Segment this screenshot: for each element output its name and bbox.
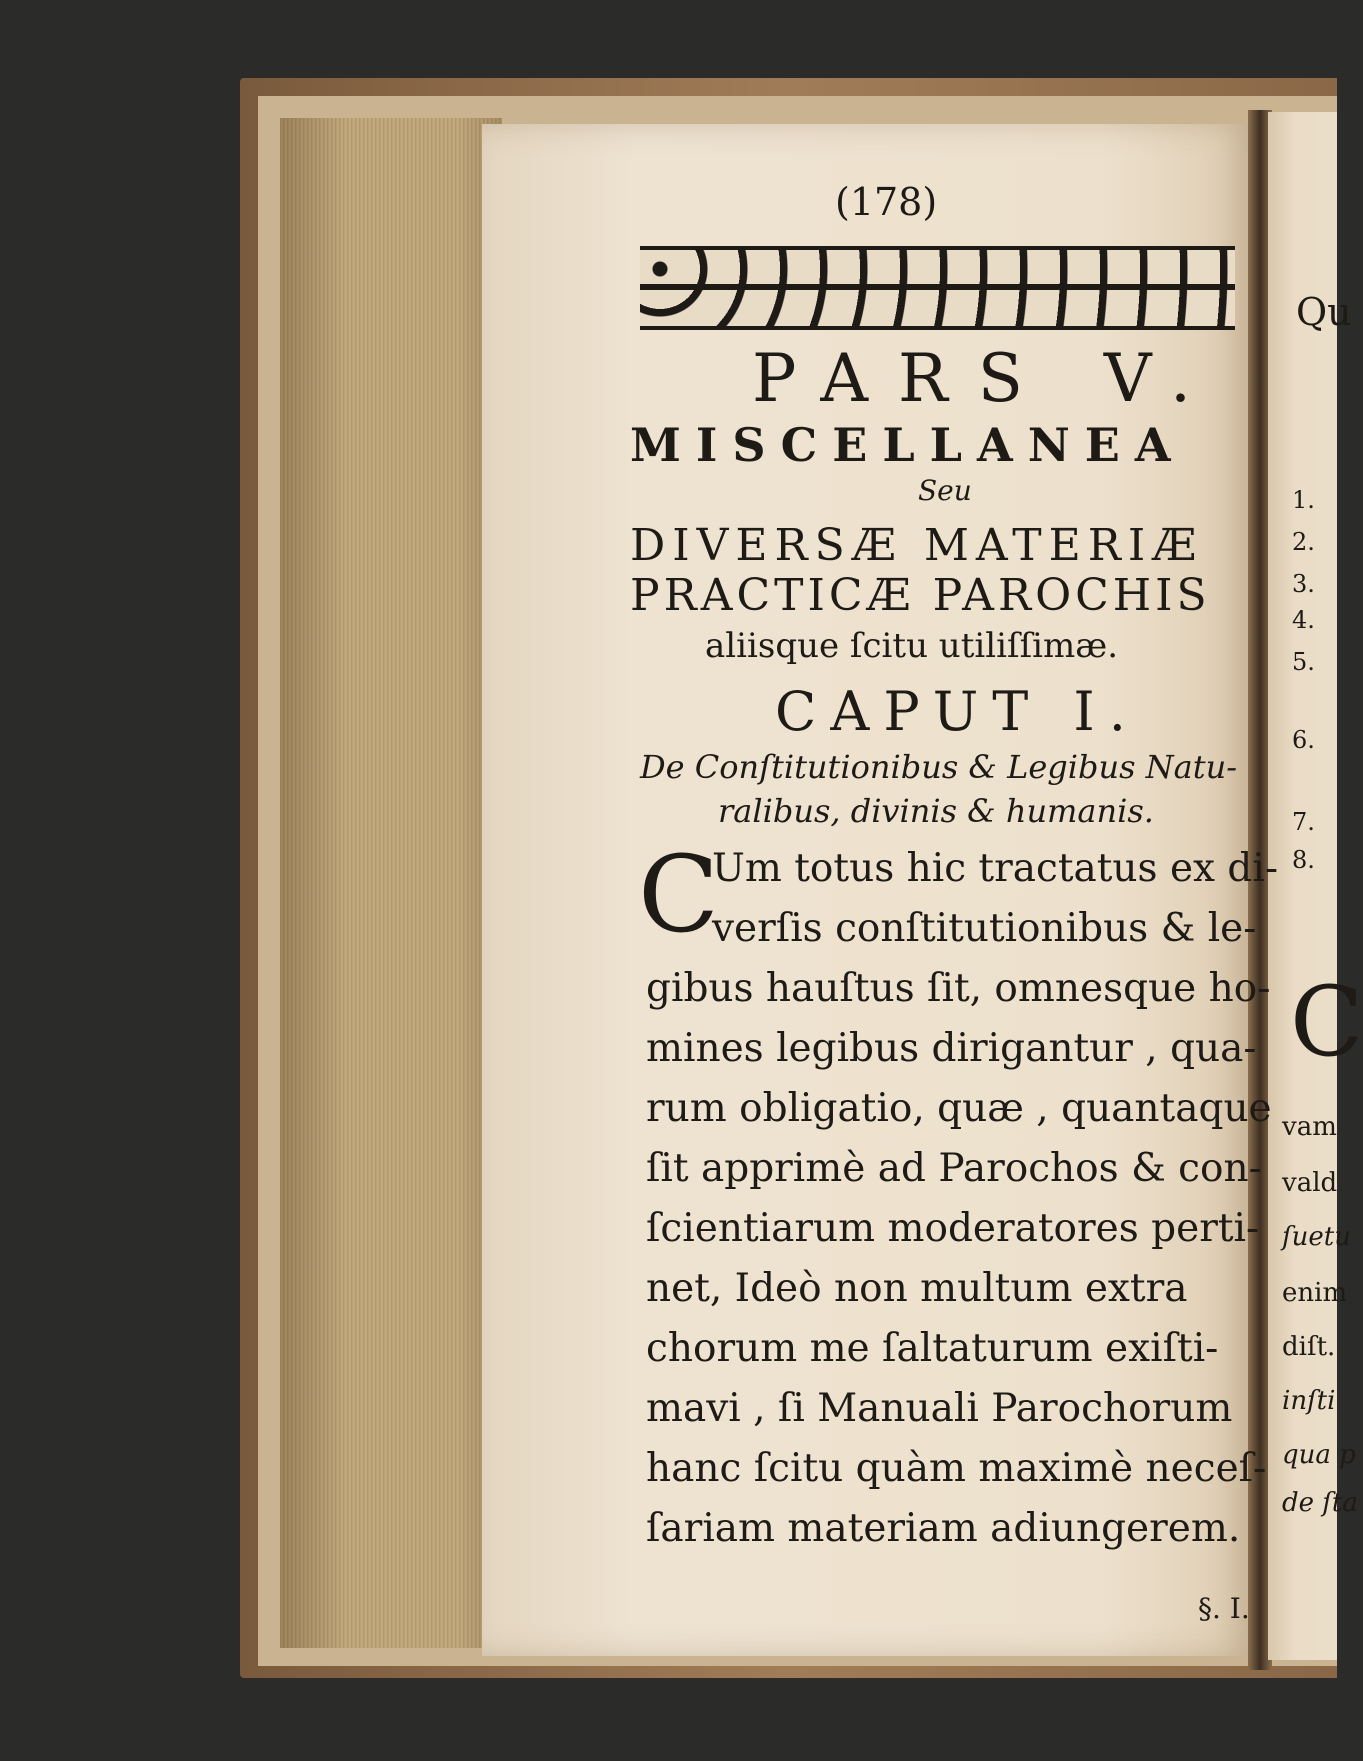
body-line-6: ſit apprimè ad Parochos & con- <box>646 1146 1262 1191</box>
facing-top-letters: Qu <box>1296 290 1352 334</box>
facing-word-8: de ſta <box>1282 1488 1358 1518</box>
facing-word-4: enim <box>1282 1278 1348 1308</box>
title-line-aliisque: aliisque ſcitu utiliſſimæ. <box>705 626 1119 666</box>
page-number: (178) <box>835 180 938 224</box>
facing-word-3: ſuetu <box>1282 1222 1351 1252</box>
body-line-8: net, Ideò non multum extra <box>646 1266 1188 1311</box>
title-line-diversae: DIVERSÆ MATERIÆ <box>630 520 1204 571</box>
facing-number-5: 5. <box>1292 648 1315 676</box>
drop-cap: C <box>638 833 720 956</box>
page-edges-shade <box>280 118 502 1648</box>
chapter-subtitle-line-2: ralibus, divinis & humanis. <box>718 792 1154 830</box>
chapter-heading: CAPUT I. <box>775 680 1140 743</box>
facing-number-2: 2. <box>1292 528 1315 556</box>
facing-word-7: qua p <box>1282 1440 1356 1470</box>
facing-number-4: 4. <box>1292 606 1315 634</box>
facing-drop-cap: C <box>1290 966 1363 1078</box>
facing-word-1: vam <box>1282 1112 1337 1142</box>
facing-number-1: 1. <box>1292 486 1315 514</box>
catchword: §. I. <box>1198 1592 1250 1625</box>
miscellanea-heading: MISCELLANEA <box>630 418 1186 472</box>
body-line-10: mavi , ſi Manuali Parochorum <box>646 1386 1233 1431</box>
body-line-12: ſariam materiam adiungerem. <box>646 1506 1241 1551</box>
body-line-5: rum obligatio, quæ , quantaque <box>646 1086 1272 1131</box>
body-line-4: mines legibus dirigantur , qua- <box>646 1026 1257 1071</box>
facing-number-8: 8. <box>1292 846 1315 874</box>
body-line-11: hanc ſcitu quàm maximè neceſ- <box>646 1446 1267 1491</box>
body-line-9: chorum me ſaltaturum exiſti- <box>646 1326 1219 1371</box>
facing-word-6: inſti <box>1282 1386 1336 1416</box>
facing-number-6: 6. <box>1292 726 1315 754</box>
facing-number-3: 3. <box>1292 570 1315 598</box>
facing-word-2: vald <box>1282 1168 1338 1198</box>
body-line-1: Um totus hic tractatus ex di- <box>712 846 1279 891</box>
seu-word: Seu <box>918 474 972 507</box>
body-line-3: gibus hauſtus ſit, omnesque ho- <box>646 966 1271 1011</box>
chapter-subtitle-line-1: De Conſtitutionibus & Legibus Natu- <box>640 748 1238 786</box>
part-heading: PARS V. <box>752 340 1222 417</box>
body-line-2: verſis conſtitutionibus & le- <box>712 906 1257 951</box>
title-line-practicae: PRACTICÆ PAROCHIS <box>630 570 1211 621</box>
ornament-band <box>640 246 1235 330</box>
right-page <box>1268 112 1337 1660</box>
body-line-7: ſcientiarum moderatores perti- <box>646 1206 1260 1251</box>
facing-word-5: diſt. <box>1282 1332 1336 1362</box>
facing-number-7: 7. <box>1292 808 1315 836</box>
